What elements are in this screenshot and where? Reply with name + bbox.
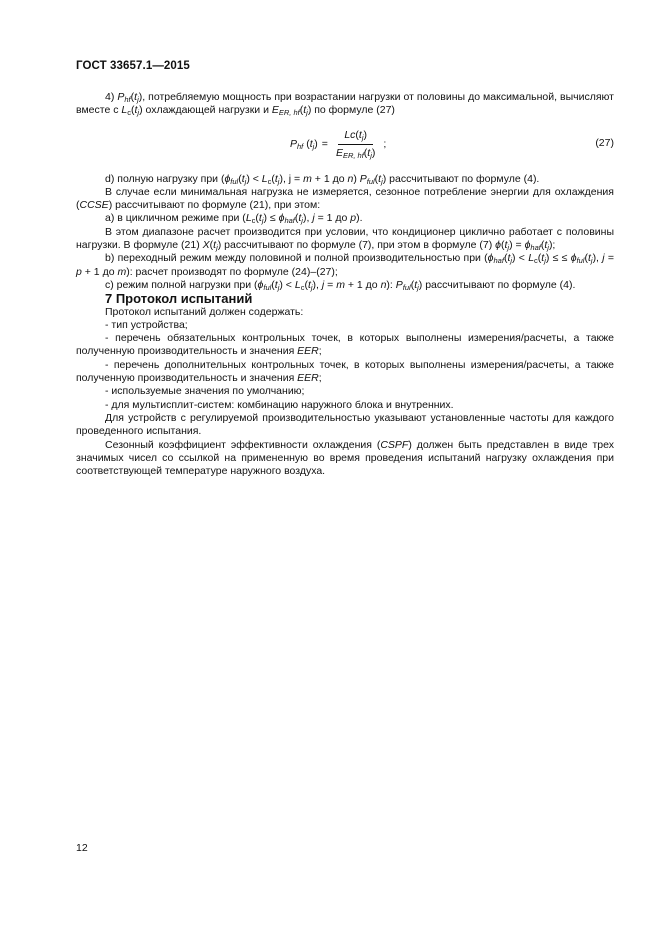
formula-fraction — [330, 129, 381, 161]
page-number: 12 — [76, 842, 88, 854]
section-title: 7 Протокол испытаний — [105, 291, 253, 307]
list-item: - перечень обязательных контрольных точек, в которых выполнены измерения/расчеты, а также полученную производительность и значения EER; — [76, 332, 614, 358]
formula-tail: ; — [383, 137, 387, 150]
paragraph: Протокол испытаний должен содержать: — [105, 305, 304, 318]
formula-lhs: $P_{hf}$ $(t_j)$ — [290, 137, 318, 151]
formula-numerator: $Lc(t_j)$ — [338, 129, 373, 145]
paragraph: 4) $P_{hf}(t_j)$, потребляемую мощность при возрастании нагрузки от половины до максимальной, вычисляют вместе с $L_c(t_j)$ охлаждающей нагрузки и $E_{ER, hf}(t_j)$ по формуле (27) — [76, 91, 614, 118]
formula-denominator: $E_{ER, hf}(t_j)$ — [335, 147, 376, 161]
paragraph: В этом диапазоне расчет производится при условии, что кондиционер циклично работает с половины нагрузки. В формуле (21) $X(t_j)$ рассчитывают по формуле (7), при этом в формуле (7) $\phi(t_j) = \phi_{haf}(t_j)$; — [76, 225, 614, 253]
paragraph: d) полную нагрузку при ($\phi_{ful}(t_j) < L_c(t_j)$, j = m + 1 до n) $P_{ful}(t_j)$ рассчитывают по формуле (4). — [105, 172, 540, 186]
list-item: - для мультисплит-систем: комбинацию наружного блока и внутренних. — [105, 398, 454, 411]
equation-number: (27) — [595, 136, 614, 149]
list-item: - тип устройства; — [105, 318, 188, 331]
paragraph: Сезонный коэффициент эффективности охлаждения (CSPF) должен быть представлен в виде трех значимых чисел со ссылкой на примененную во время проведения испытаний нагрузку охлаждения при соответствующей температуре наружного воздуха. — [76, 438, 614, 478]
paragraph: а) в цикличном режиме при ($L_c(t_j) \le \phi_{haf}(t_j)$, j = 1 до p). — [105, 212, 363, 226]
paragraph: В случае если минимальная нагрузка не измеряется, сезонное потребление энергии для охлаждения (CCSE) рассчитывают по формуле (21), при этом: — [76, 185, 614, 212]
list-item: - используемые значения по умолчанию; — [105, 385, 305, 398]
paragraph: b) переходный режим между половиной и полной производительностью при ($\phi_{haf}(t_j) < L_c(t_j)$ ≤ ≤ $\phi_{ful}(t_j)$, j = p + 1 до m): расчет производят по формуле (24)–(27); — [76, 252, 614, 278]
formula-body — [290, 123, 386, 167]
equals-sign: = — [321, 137, 328, 150]
paragraph: c) режим полной нагрузки при ($\phi_{ful}(t_j) < L_c(t_j)$, j = m + 1 до n): $P_{ful}(t_j)$ рассчитывают по формуле (4). — [105, 278, 576, 292]
paragraph: Для устройств с регулируемой производительностью указывают установленные частоты для каждого проведенного испытания. — [76, 411, 614, 438]
list-item: - перечень дополнительных контрольных точек, в которых выполнены измерения/расчеты, а также полученную производительность и значения EER; — [76, 358, 614, 385]
formula-27 — [76, 123, 614, 167]
document-header: ГОСТ 33657.1—2015 — [76, 60, 190, 72]
document-body — [76, 91, 614, 478]
